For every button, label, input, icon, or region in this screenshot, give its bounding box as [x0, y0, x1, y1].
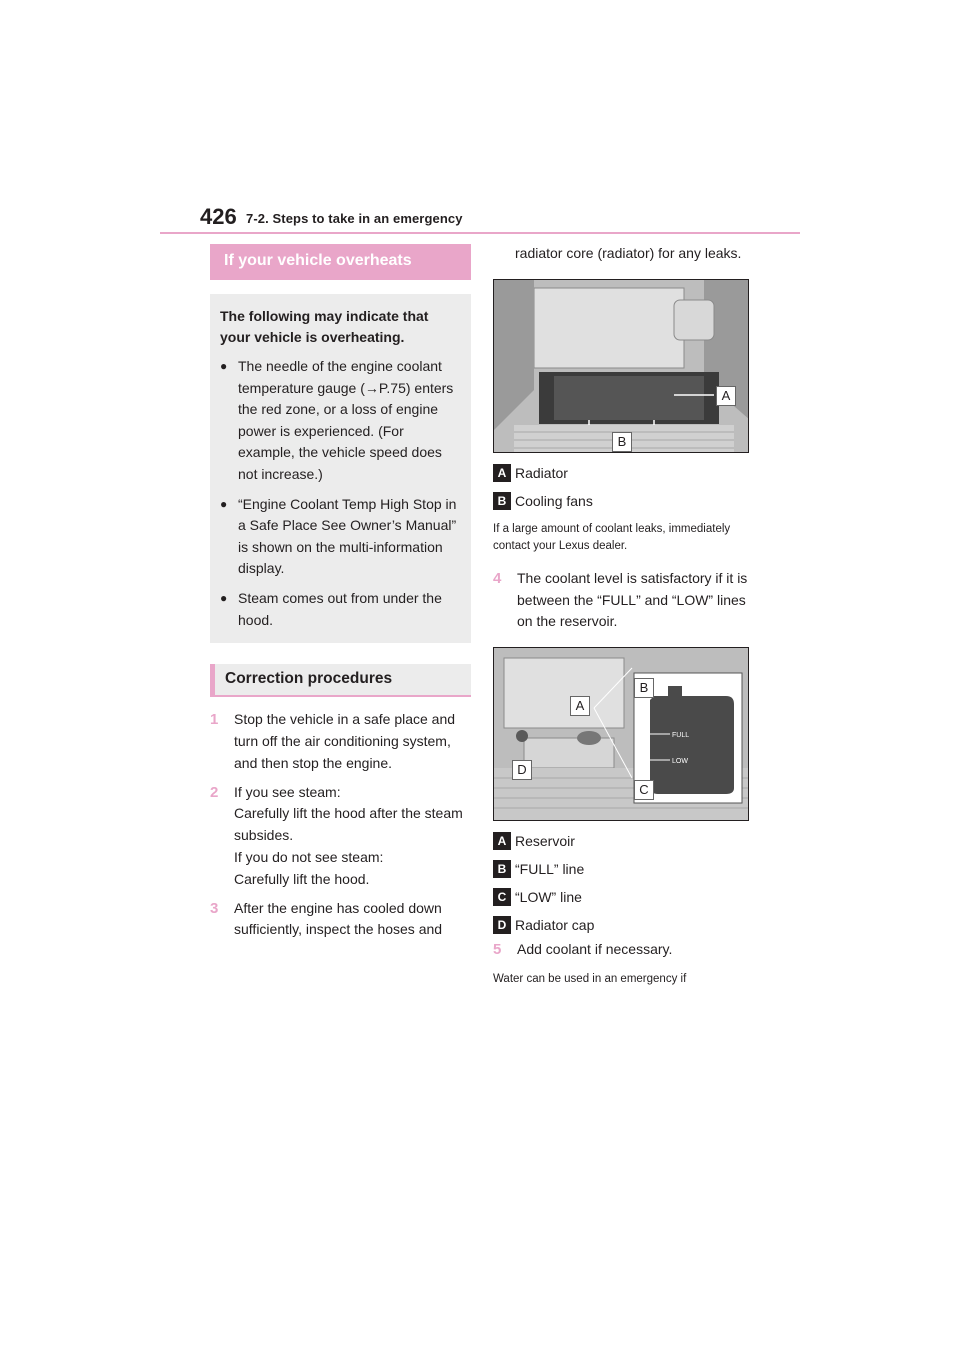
- section-title: If your vehicle overheats: [210, 244, 471, 280]
- list-item-text: “Engine Coolant Temp High Stop in a Safe Place See Owner’s Manual” is shown on the multi-information display.: [238, 495, 457, 577]
- legend-label: “LOW” line: [515, 889, 582, 906]
- step-4: [493, 568, 753, 633]
- step-text: Add coolant if necessary.: [517, 941, 673, 958]
- reservoir-figure: [493, 647, 749, 821]
- note-heading: The following may indicate that your vehicle is overheating.: [220, 308, 429, 345]
- legend-key: B: [493, 492, 511, 510]
- callout-a: A: [716, 386, 736, 406]
- section-header: 7-2. Steps to take in an emergency: [246, 211, 463, 226]
- step-number: 5: [493, 941, 502, 959]
- list-item: [220, 356, 461, 486]
- step-text: Stop the vehicle in a safe place and turn off the air conditioning system, and then stop the engine.: [234, 711, 456, 771]
- list-item: [220, 588, 461, 631]
- legend-label: Radiator: [515, 464, 568, 481]
- step-number: 4: [493, 569, 502, 587]
- step-2: [210, 782, 471, 891]
- low-mark: LOW: [672, 758, 688, 766]
- legend-label: Reservoir: [515, 833, 575, 850]
- step-number: 3: [210, 899, 219, 917]
- legend-item: [493, 459, 753, 487]
- page-number: 426: [200, 204, 237, 229]
- legend-label: Cooling fans: [515, 492, 593, 509]
- step-3: [210, 898, 471, 942]
- legend-label: “FULL” line: [515, 861, 585, 878]
- overheat-signs-box: [210, 294, 471, 643]
- legend-key: D: [493, 916, 511, 934]
- right-column: [493, 243, 753, 988]
- header-divider: [160, 232, 800, 234]
- radiator-figure: [493, 279, 749, 453]
- water-note: Water can be used in an emergency if: [493, 972, 687, 985]
- callout-b: B: [612, 432, 632, 452]
- list-item-text: Steam comes out from under the hood.: [238, 589, 442, 628]
- full-mark: FULL: [672, 732, 690, 740]
- step-text: After the engine has cooled down sufficiently, inspect the hoses and: [234, 899, 443, 938]
- step-number: 2: [210, 783, 219, 801]
- steps-list: [210, 709, 471, 941]
- left-column: [210, 244, 471, 941]
- list-item: [220, 494, 461, 580]
- callout-d: D: [512, 760, 532, 780]
- bullet-icon: ●: [220, 496, 228, 511]
- legend-label: Radiator cap: [515, 917, 595, 934]
- correction-title: Correction procedures: [210, 664, 471, 697]
- step-text: The coolant level is satisfactory if it is between the “FULL” and “LOW” lines on the reservoir.: [517, 569, 748, 630]
- step-number: 1: [210, 711, 219, 729]
- legend-item: [493, 855, 753, 883]
- legend-item: [493, 487, 753, 515]
- callout-b: B: [634, 678, 654, 698]
- legend-key: C: [493, 888, 511, 906]
- legend-key: B: [493, 860, 511, 878]
- engine-bay-illustration: [494, 280, 749, 453]
- callout-a: A: [570, 696, 590, 716]
- legend-item: [493, 883, 753, 911]
- figure2-legend: [493, 827, 753, 939]
- legend-key: A: [493, 464, 511, 482]
- step-1: [210, 709, 471, 774]
- step-text: If you see steam: Carefully lift the hood after the steam subsides. If you do not see steam: Carefully lift the hood.: [234, 783, 463, 887]
- figure1-legend: [493, 459, 753, 515]
- reservoir-illustration: [494, 648, 749, 821]
- continued-text: radiator core (radiator) for any leaks.: [515, 245, 742, 261]
- bullet-icon: ●: [220, 590, 228, 605]
- bullet-icon: ●: [220, 359, 228, 373]
- legend-key: A: [493, 832, 511, 850]
- list-item-text: The needle of the engine coolant temperature gauge (→P.75) enters the red zone, or a loss of engine power is experienced. (For example, the vehicle speed does not increase.): [238, 358, 454, 482]
- step-5: [493, 939, 753, 961]
- leak-note: If a large amount of coolant leaks, immediately contact your Lexus dealer.: [493, 522, 731, 552]
- legend-item: [493, 911, 753, 939]
- callout-c: C: [634, 780, 654, 800]
- legend-item: [493, 827, 753, 855]
